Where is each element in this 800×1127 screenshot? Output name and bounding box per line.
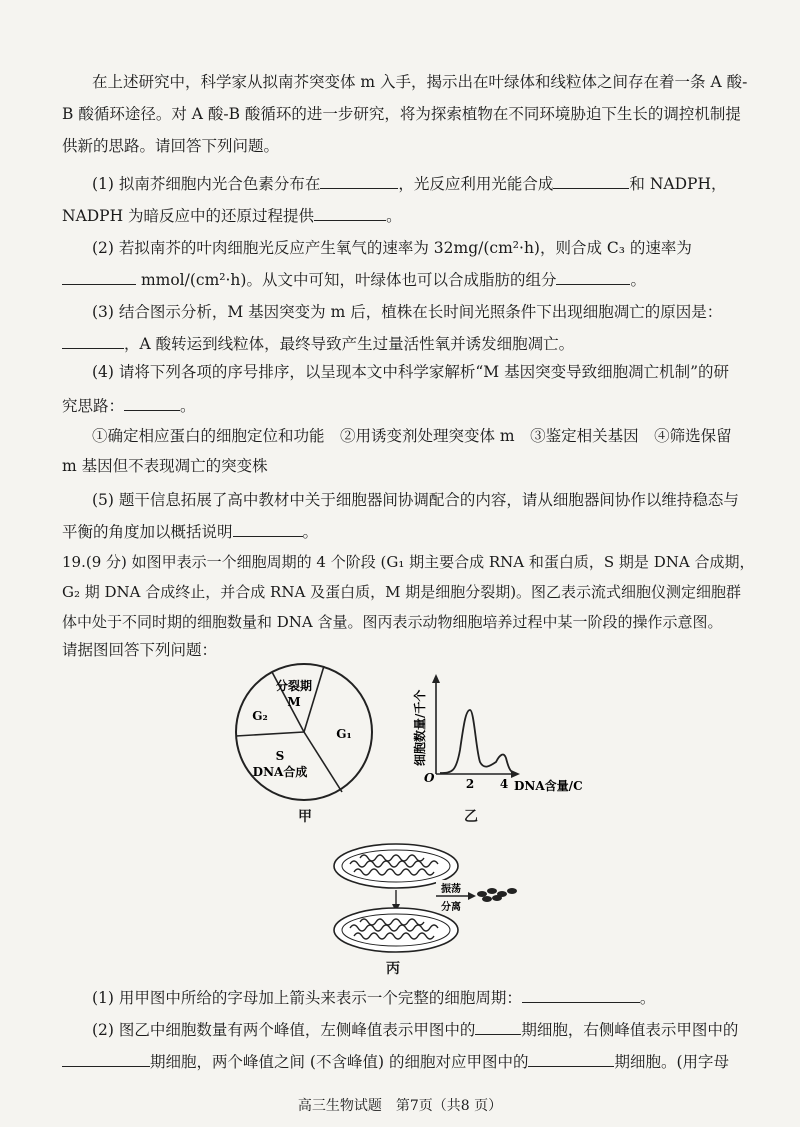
q19-line-1: 19.(9 分) 如图甲表示一个细胞周期的 4 个阶段 (G₁ 期主要合成 RNA 和蛋白质，S 期是 DNA 合成期，	[62, 553, 755, 571]
q18-p1-text-c: 和 NADPH，	[629, 175, 727, 193]
dna-content-histogram	[400, 670, 590, 800]
separation-arrow-head	[468, 892, 476, 900]
answer-blank[interactable]	[62, 332, 124, 349]
q18-p2-text-c: 。	[630, 271, 646, 289]
answer-blank[interactable]	[553, 172, 629, 189]
suspended-cell	[492, 895, 502, 901]
pie-divider	[236, 732, 304, 736]
figure-caption-bing: 丙	[386, 961, 400, 977]
suspended-cell	[507, 888, 517, 894]
q19-line-3: 体中处于不同时期的细胞数量和 DNA 含量。图丙表示动物细胞培养过程中某一阶段的操作示意图。	[62, 613, 723, 631]
intro-line-1: 在上述研究中，科学家从拟南芥突变体 m 入手，揭示出在叶绿体和线粒体之间存在着一条 A 酸-	[92, 73, 748, 91]
cell-cycle-pie-diagram	[232, 660, 382, 810]
q19-s2-text-c: 期细胞，两个峰值之间 (不含峰值) 的细胞对应甲图中的	[150, 1053, 529, 1071]
q19-s2-text-b: 期细胞，右侧峰值表示甲图中的	[521, 1021, 739, 1039]
q18-part1-line1	[92, 172, 726, 194]
pie-label-g2: G₂	[252, 709, 268, 723]
suspended-cell	[482, 896, 492, 902]
intro-line-3: 供新的思路。请回答下列问题。	[62, 137, 280, 155]
y-axis-label: 细胞数量/千个	[413, 689, 427, 766]
dna-distribution-curve	[440, 710, 514, 773]
q18-part5-line1: (5) 题干信息拓展了高中教材中关于细胞器间协调配合的内容，请从细胞器间协作以维持稳态与	[92, 491, 739, 509]
q19-s1-text-b: 。	[639, 989, 656, 1007]
q19-sub2-line2	[62, 1050, 729, 1072]
q19-line-4: 请据图回答下列问题：	[62, 641, 218, 659]
pie-label-dna-synthesis: DNA合成	[252, 765, 308, 779]
answer-blank[interactable]	[556, 268, 630, 285]
intro-line-2: B 酸循环途径。对 A 酸-B 酸循环的进一步研究，将为探索植物在不同环境胁迫下生长的调控机制提	[62, 105, 741, 123]
q18-p4-text-c: 。	[180, 397, 196, 415]
q18-p1-text-d: NADPH 为暗反应中的还原过程提供	[62, 207, 315, 225]
pie-divider	[304, 732, 342, 792]
y-axis-arrow	[432, 674, 440, 683]
q19-sub1	[92, 986, 655, 1008]
pie-label-m-top: 分裂期	[275, 679, 313, 693]
q18-part3-line1: (3) 结合图示分析，M 基因突变为 m 后，植株在长时间光照条件下出现细胞凋亡的原因是：	[92, 303, 723, 321]
answer-blank[interactable]	[475, 1018, 521, 1035]
q18-part2-line1: (2) 若拟南芥的叶肉细胞光反应产生氧气的速率为 32mg/(cm²·h)，则合成 C₃ 的速率为	[92, 239, 692, 257]
q18-part4-line2	[62, 394, 196, 416]
answer-blank[interactable]	[62, 1050, 150, 1067]
x-tick-4: 4	[499, 777, 509, 791]
q18-p1-text-a: (1) 拟南芥细胞内光合色素分布在	[92, 175, 321, 193]
cell-culture-diagram	[330, 836, 530, 962]
answer-blank[interactable]	[314, 204, 386, 221]
q18-p5-text-b: 平衡的角度加以概括说明	[62, 523, 233, 541]
q18-part1-line2	[62, 204, 402, 226]
answer-blank[interactable]	[320, 172, 398, 189]
q19-s2-text-d: 期细胞。(用字母	[614, 1053, 730, 1071]
figure-caption-yi: 乙	[464, 809, 478, 825]
q19-s2-text-a: (2) 图乙中细胞数量有两个峰值，左侧峰值表示甲图中的	[92, 1021, 476, 1039]
q18-p1-text-b: ，光反应利用光能合成	[398, 175, 554, 193]
q18-part4-options: ①确定相应蛋白的细胞定位和功能 ②用诱变剂处理突变体 m ③鉴定相关基因 ④筛选保留	[92, 427, 732, 445]
q18-part2-line2	[62, 268, 646, 290]
q18-p2-text-b: mmol/(cm²·h)。从文中可知，叶绿体也可以合成脂肪的组分	[140, 271, 557, 289]
q18-p1-text-e: 。	[386, 207, 402, 225]
q18-p5-text-c: 。	[302, 523, 319, 541]
pie-label-g1: G₁	[336, 727, 352, 741]
figure-caption-jia: 甲	[298, 809, 312, 825]
q19-sub2-line1	[92, 1018, 738, 1040]
pie-divider	[304, 666, 324, 732]
suspended-cell	[477, 891, 487, 897]
q18-part3-line2	[62, 332, 574, 354]
answer-blank[interactable]	[62, 268, 136, 285]
label-shake: 振荡	[441, 884, 461, 895]
answer-blank[interactable]	[124, 394, 180, 411]
page-footer: 高三生物试题 第7页（共8 页）	[297, 1098, 503, 1114]
pie-label-m: M	[287, 695, 301, 709]
q18-p3-text-b: ，A 酸转运到线粒体，最终导致产生过量活性氧并诱发细胞凋亡。	[124, 335, 575, 353]
label-separate: 分离	[441, 902, 461, 913]
q19-s1-text-a: (1) 用甲图中所给的字母加上箭头来表示一个完整的细胞周期：	[92, 989, 522, 1007]
q18-part4-line1: (4) 请将下列各项的序号排序，以呈现本文中科学家解析“M 基因突变导致细胞凋亡机制”的研	[92, 363, 730, 381]
axis-origin-label: O	[424, 771, 435, 785]
q18-part5-line2	[62, 520, 318, 542]
x-axis-label: DNA含量/C	[514, 779, 583, 793]
q18-part4-options-cont: m 基因但不表现凋亡的突变株	[62, 457, 268, 475]
q18-p4-text-b: 究思路：	[62, 397, 125, 415]
suspended-cell	[487, 888, 497, 894]
answer-blank[interactable]	[528, 1050, 614, 1067]
q19-line-2: G₂ 期 DNA 合成终止，并合成 RNA 及蛋白质，M 期是细胞分裂期)。图乙表示流式细胞仪测定细胞群	[62, 583, 742, 601]
pie-label-s: S	[275, 749, 285, 763]
x-tick-2: 2	[465, 777, 475, 791]
answer-blank[interactable]	[233, 520, 303, 537]
answer-blank[interactable]	[522, 986, 640, 1003]
